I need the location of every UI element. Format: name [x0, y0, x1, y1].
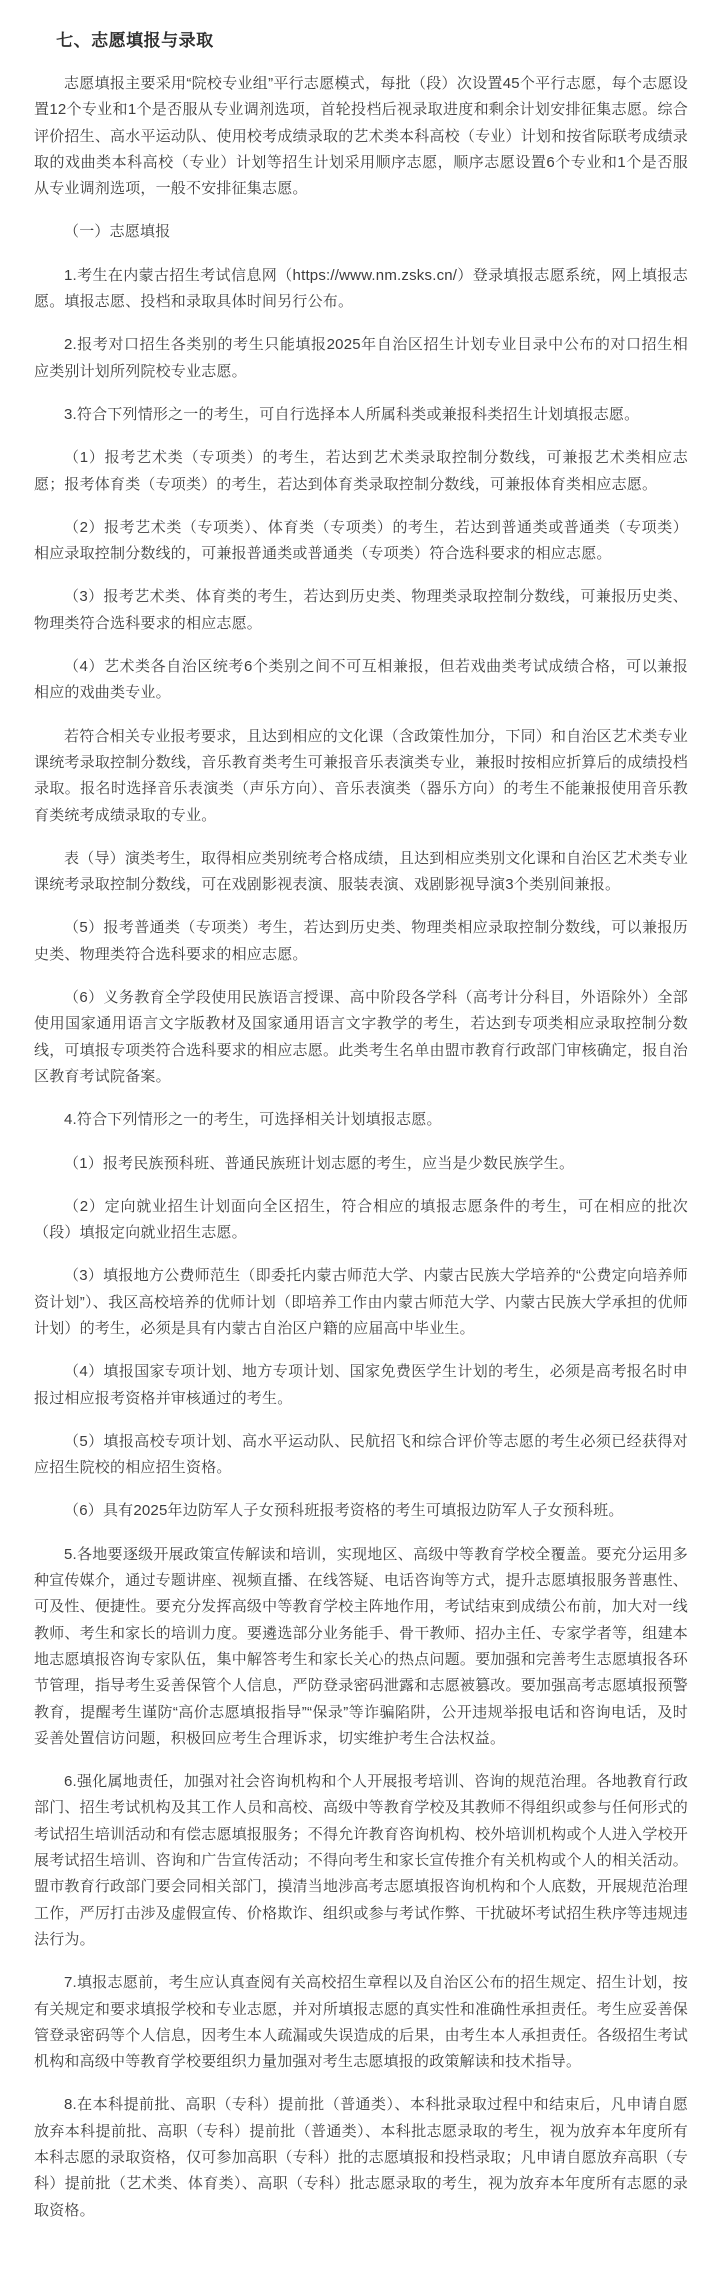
paragraph: 5.各地要逐级开展政策宣传解读和培训，实现地区、高级中等教育学校全覆盖。要充分运用多种宣传媒介，通过专题讲座、视频直播、在线答疑、电话咨询等方式，提升志愿填报服务普惠性、可及性、便捷性。要充分发挥高级中等教育学校主阵地作用，考试结束到成绩公布前，加大对一线教师、考生和家长的培训力度。要遴选部分业务能手、骨干教师、招办主任、专家学者等，组建本地志愿填报咨询专家队伍，集中解答考生和家长关心的热点问题。要加强和完善考生志愿填报各环节管理，指导考生妥善保管个人信息，严防登录密码泄露和志愿被篡改。要加强高考志愿填报预警教育，提醒考生谨防“高价志愿填报指导”“保录”等诈骗陷阱，公开违规举报电话和咨询电话，及时妥善处置信访问题，积极回应考生合理诉求，切实维护考生合法权益。	[34, 1545, 688, 1747]
paragraph: （6）义务教育全学段使用民族语言授课、高中阶段各学科（高考计分科目，外语除外）全部使用国家通用语言文字版教材及国家通用语言文字教学的考生，若达到专项类相应录取控制分数线，可填报专项类符合选科要求的相应志愿。此类考生名单由盟市教育行政部门审核确定，报自治区教育考试院备案。	[34, 989, 688, 1085]
paragraph: （1）报考艺术类（专项类）的考生，若达到艺术类录取控制分数线，可兼报艺术类相应志愿；报考体育类（专项类）的考生，若达到体育类录取控制分数线，可兼报体育类相应志愿。	[34, 449, 688, 493]
paragraph: 8.在本科提前批、高职（专科）提前批（普通类）、本科批录取过程中和结束后，凡申请自愿放弃本科提前批、高职（专科）提前批（普通类）、本科批志愿录取的考生，视为放弃本年度所有本科志愿的录取资格，仅可参加高职（专科）批的志愿填报和投档录取；凡申请自愿放弃高职（专科）提前批（艺术类、体育类）、高职（专科）批志愿录取的考生，视为放弃本年度所有志愿的录取资格。	[34, 2096, 688, 2219]
document-paragraphs	[34, 71, 688, 2224]
paragraph: 6.强化属地责任，加强对社会咨询机构和个人开展报考培训、咨询的规范治理。各地教育行政部门、招生考试机构及其工作人员和高校、高级中等教育学校及其教师不得组织或参与任何形式的考试招生培训活动和有偿志愿填报服务；不得允许教育咨询机构、校外培训机构或个人进入学校开展考试招生培训、咨询和广告宣传活动；不得向考生和家长宣传推介有关机构或个人的相关活动。盟市教育行政部门要会同相关部门，摸清当地涉高考志愿填报咨询机构和个人底数，开展规范治理工作，严厉打击涉及虚假宣传、价格欺诈、组织或参与考试作弊、干扰破坏考试招生秩序等违规违法行为。	[34, 1773, 688, 1948]
paragraph: 若符合相关专业报考要求，且达到相应的文化课（含政策性加分，下同）和自治区艺术类专业课统考录取控制分数线，音乐教育类考生可兼报音乐表演类专业，兼报时按相应折算后的成绩投档录取。报名时选择音乐表演类（声乐方向）、音乐表演类（器乐方向）的考生不能兼报使用音乐教育类统考成绩录取的专业。	[34, 727, 688, 824]
paragraph: 表（导）演类考生，取得相应类别统考合格成绩，且达到相应类别文化课和自治区艺术类专业课统考录取控制分数线，可在戏剧影视表演、服装表演、戏剧影视导演3个类别间兼报。	[34, 849, 688, 894]
paragraph: 7.填报志愿前，考生应认真查阅有关高校招生章程以及自治区公布的招生规定、招生计划，按有关规定和要求填报学校和专业志愿，并对所填报志愿的真实性和准确性承担责任。考生应妥善保管登录密码等个人信息，因考生本人疏漏或失误造成的后果，由考生本人承担责任。各级招生考试机构和高级中等教育学校要组织力量加强对考生志愿填报的政策解读和技术指导。	[34, 1974, 688, 2071]
paragraph: （4）艺术类各自治区统考6个类别之间不可互相兼报，但若戏曲类考试成绩合格，可以兼报相应的戏曲类专业。	[34, 658, 688, 702]
paragraph: （一）志愿填报	[64, 223, 171, 241]
paragraph: （2）定向就业招生计划面向全区招生，符合相应的填报志愿条件的考生，可在相应的批次（段）填报定向就业招生志愿。	[34, 1197, 688, 1242]
paragraph: （5）报考普通类（专项类）考生，若达到历史类、物理类相应录取控制分数线，可以兼报历史类、物理类符合选科要求的相应志愿。	[34, 919, 688, 963]
paragraph: （4）填报国家专项计划、地方专项计划、国家免费医学生计划的考生，必须是高考报名时申报过相应报考资格并审核通过的考生。	[34, 1363, 688, 1407]
document-title: 七、志愿填报与录取	[56, 31, 214, 50]
paragraph: （5）填报高校专项计划、高水平运动队、民航招飞和综合评价等志愿的考生必须已经获得对应招生院校的相应招生资格。	[34, 1432, 688, 1477]
paragraph: 志愿填报主要采用“院校专业组”平行志愿模式，每批（段）次设置45个平行志愿，每个志愿设置12个专业和1个是否服从专业调剂选项，首轮投档后视录取进度和剩余计划安排征集志愿。综合评价招生、高水平运动队、使用校考成绩录取的艺术类本科高校（专业）计划和按省际联考成绩录取的戏曲类本科高校（专业）计划等招生计划采用顺序志愿，顺序志愿设置6个专业和1个是否服从专业调剂选项，一般不安排征集志愿。	[34, 75, 688, 198]
paragraph: 4.符合下列情形之一的考生，可选择相关计划填报志愿。	[64, 1111, 442, 1129]
paragraph: 3.符合下列情形之一的考生，可自行选择本人所属科类或兼报科类招生计划填报志愿。	[64, 405, 640, 423]
paragraph: （3）填报地方公费师范生（即委托内蒙古师范大学、内蒙古民族大学培养的“公费定向培养师资计划”）、我区高校培养的优师计划（即培养工作由内蒙古师范大学、内蒙古民族大学承担的优师计划）的考生，必须是具有内蒙古自治区户籍的应届高中毕业生。	[34, 1267, 688, 1337]
paragraph: （2）报考艺术类（专项类）、体育类（专项类）的考生，若达到普通类或普通类（专项类）相应录取控制分数线的，可兼报普通类或普通类（专项类）符合选科要求的相应志愿。	[34, 518, 688, 563]
paragraph: 1.考生在内蒙古招生考试信息网（https://www.nm.zsks.cn/）登录填报志愿系统，网上填报志愿。填报志愿、投档和录取具体时间另行公布。	[34, 266, 688, 311]
paragraph: （1）报考民族预科班、普通民族班计划志愿的考生，应当是少数民族学生。	[64, 1154, 575, 1172]
paragraph: （3）报考艺术类、体育类的考生，若达到历史类、物理类录取控制分数线，可兼报历史类、物理类符合选科要求的相应志愿。	[34, 588, 688, 632]
paragraph: （6）具有2025年边防军人子女预科班报考资格的考生可填报边防军人子女预科班。	[64, 1502, 624, 1520]
paragraph: 2.报考对口招生各类别的考生只能填报2025年自治区招生计划专业目录中公布的对口招生相应类别计划所列院校专业志愿。	[34, 336, 688, 380]
